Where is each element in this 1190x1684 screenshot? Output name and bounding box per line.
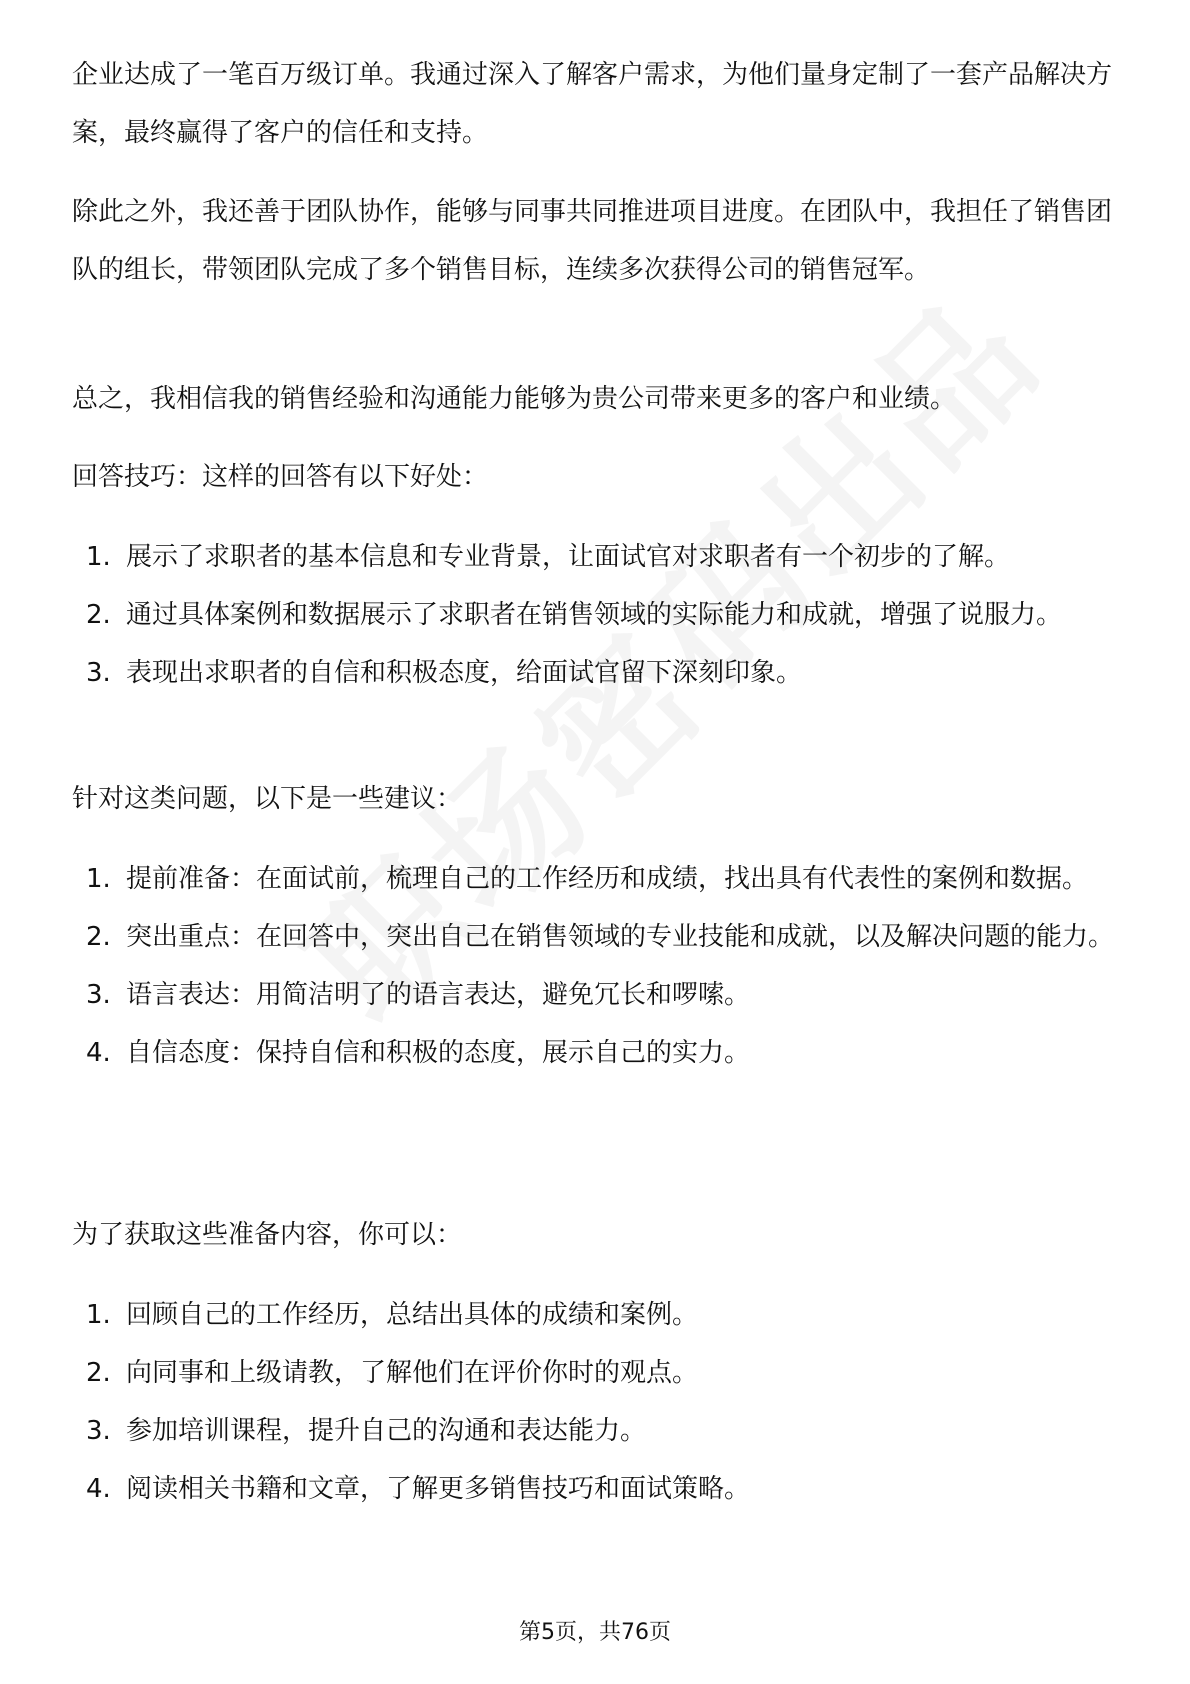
paragraph-suggestions-intro: 针对这类问题，以下是一些建议： — [72, 784, 463, 814]
list-item — [72, 908, 1122, 966]
list-number: 1. — [86, 864, 111, 894]
paragraph-teamwork: 除此之外，我还善于团队协作，能够与同事共同推进项目进度。在团队中，我担任了销售团队的组长，带领团队完成了多个销售目标，连续多次获得公司的销售冠军。 — [72, 197, 1113, 285]
list-text: 回顾自己的工作经历，总结出具体的成绩和案例。 — [126, 1300, 699, 1330]
list-item — [72, 1460, 1122, 1518]
benefits-list — [72, 528, 1122, 702]
paragraph-order-story: 企业达成了一笔百万级订单。我通过深入了解客户需求，为他们量身定制了一套产品解决方案，最终赢得了客户的信任和支持。 — [72, 60, 1113, 148]
list-text: 表现出求职者的自信和积极态度，给面试官留下深刻印象。 — [126, 658, 803, 688]
document-page — [72, 0, 1122, 1684]
list-number: 1. — [86, 1300, 111, 1330]
list-item — [72, 528, 1122, 586]
list-text: 阅读相关书籍和文章，了解更多销售技巧和面试策略。 — [126, 1474, 751, 1504]
page-number-footer: 第5页，共76页 — [519, 1620, 671, 1645]
list-text: 自信态度：保持自信和积极的态度，展示自己的实力。 — [126, 1038, 751, 1068]
list-number: 1. — [86, 542, 111, 572]
preparation-list — [72, 1286, 1122, 1518]
list-text: 通过具体案例和数据展示了求职者在销售领域的实际能力和成就，增强了说服力。 — [126, 600, 1063, 630]
list-text: 向同事和上级请教，了解他们在评价你时的观点。 — [126, 1358, 699, 1388]
list-number: 3. — [86, 658, 111, 688]
list-number: 3. — [86, 980, 111, 1010]
list-item — [72, 644, 1122, 702]
paragraph-preparation-intro: 为了获取这些准备内容，你可以： — [72, 1220, 463, 1250]
list-item — [72, 850, 1122, 908]
list-item — [72, 1286, 1122, 1344]
list-item — [72, 1402, 1122, 1460]
suggestions-list — [72, 850, 1122, 1082]
list-item — [72, 1024, 1122, 1082]
list-number: 4. — [86, 1038, 111, 1068]
paragraph-answer-tips: 回答技巧：这样的回答有以下好处： — [72, 462, 489, 492]
list-item — [72, 966, 1122, 1024]
list-number: 2. — [86, 1358, 111, 1388]
list-text: 参加培训课程，提升自己的沟通和表达能力。 — [126, 1416, 647, 1446]
list-text: 提前准备：在面试前，梳理自己的工作经历和成绩，找出具有代表性的案例和数据。 — [126, 864, 1089, 894]
list-text: 语言表达：用简洁明了的语言表达，避免冗长和啰嗦。 — [126, 980, 751, 1010]
list-number: 3. — [86, 1416, 111, 1446]
paragraph-summary: 总之，我相信我的销售经验和沟通能力能够为贵公司带来更多的客户和业绩。 — [72, 384, 957, 414]
list-number: 2. — [86, 922, 111, 952]
list-item — [72, 1344, 1122, 1402]
list-text: 突出重点：在回答中，突出自己在销售领域的专业技能和成就，以及解决问题的能力。 — [126, 922, 1115, 952]
list-number: 2. — [86, 600, 111, 630]
list-number: 4. — [86, 1474, 111, 1504]
list-text: 展示了求职者的基本信息和专业背景，让面试官对求职者有一个初步的了解。 — [126, 542, 1011, 572]
list-item — [72, 586, 1122, 644]
